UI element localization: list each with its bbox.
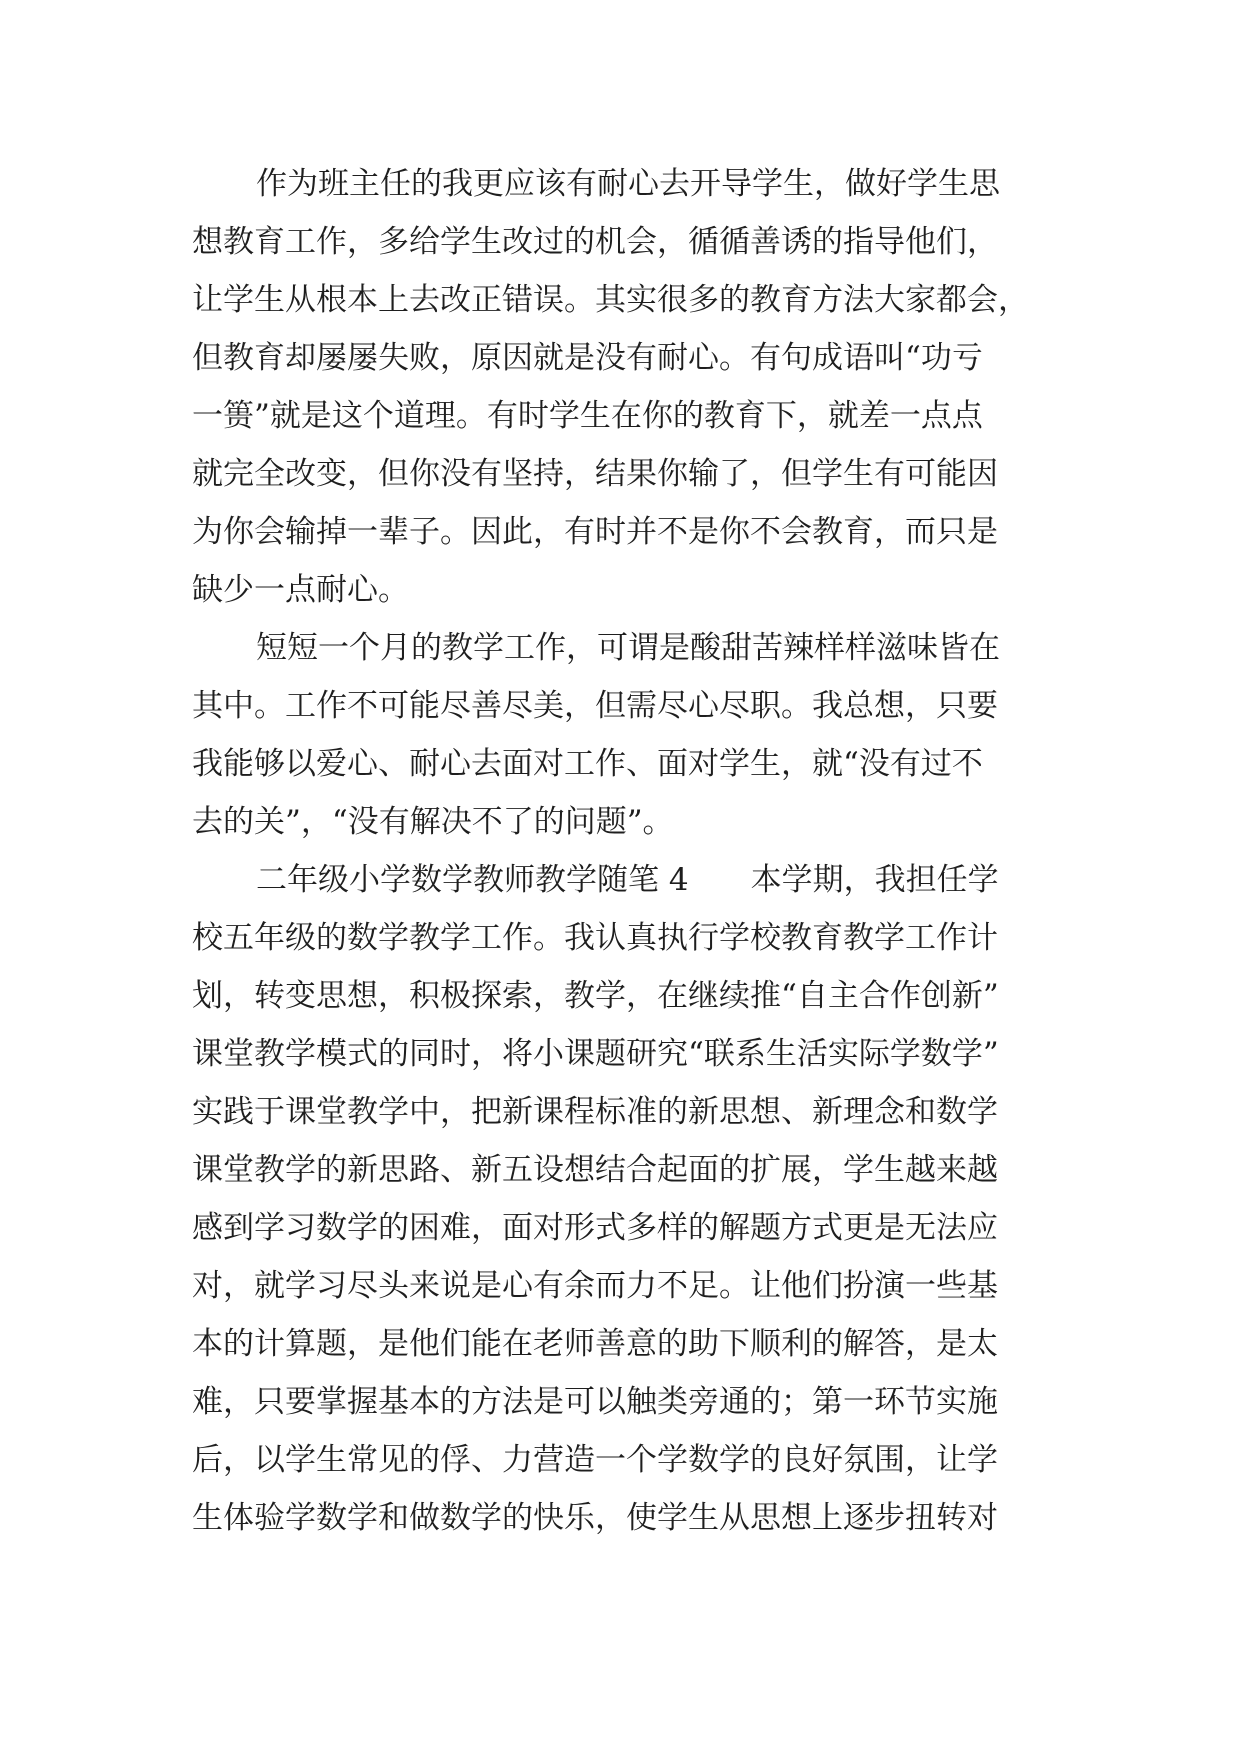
paragraph-2-line-1: 短短一个月的教学工作，可谓是酸甜苦辣样样滋味皆在 [256, 630, 1000, 666]
paragraph-3-line-3: 划，转变思想，积极探索，教学，在继续推“自主合作创新” [192, 978, 999, 1014]
paragraph-3-line-11: 后，以学生常见的俘、力营造一个学数学的良好氛围，让学 [192, 1442, 998, 1478]
paragraph-1-line-1: 作为班主任的我更应该有耐心去开导学生，做好学生思 [256, 166, 1000, 202]
paragraph-3-line-6: 课堂教学的新思路、新五设想结合起面的扩展，学生越来越 [192, 1152, 998, 1188]
paragraph-3-line-1: 二年级小学数学教师教学随笔 4 本学期，我担任学 [256, 862, 999, 898]
paragraph-3-line-8: 对，就学习尽头来说是心有余而力不足。让他们扮演一些基 [192, 1268, 998, 1304]
paragraph-1-line-7: 为你会输掉一辈子。因此，有时并不是你不会教育，而只是 [192, 514, 998, 550]
paragraph-3-line-9: 本的计算题，是他们能在老师善意的助下顺利的解答，是太 [192, 1326, 998, 1362]
paragraph-2-line-4: 去的关”，“没有解决不了的问题”。 [192, 804, 674, 840]
paragraph-3-line-12: 生体验学数学和做数学的快乐，使学生从思想上逐步扭转对 [192, 1500, 998, 1536]
paragraph-2-line-3: 我能够以爱心、耐心去面对工作、面对学生，就“没有过不 [192, 746, 983, 782]
paragraph-3-line-2: 校五年级的数学教学工作。我认真执行学校教育教学工作计 [192, 920, 998, 956]
paragraph-3-line-4: 课堂教学模式的同时，将小课题研究“联系生活实际学数学” [192, 1036, 999, 1072]
paragraph-1-line-3: 让学生从根本上去改正错误。其实很多的教育方法大家都会， [192, 282, 1029, 318]
paragraph-1-line-8: 缺少一点耐心。 [192, 572, 409, 608]
paragraph-1-line-6: 就完全改变，但你没有坚持，结果你输了，但学生有可能因 [192, 456, 998, 492]
paragraph-3-line-5: 实践于课堂教学中，把新课程标准的新思想、新理念和数学 [192, 1094, 998, 1130]
paragraph-1-line-4: 但教育却屡屡失败，原因就是没有耐心。有句成语叫“功亏 [192, 340, 983, 376]
paragraph-1-line-5: 一篑”就是这个道理。有时学生在你的教育下，就差一点点 [192, 398, 983, 434]
paragraph-2-line-2: 其中。工作不可能尽善尽美，但需尽心尽职。我总想，只要 [192, 688, 998, 724]
paragraph-3-line-10: 难，只要掌握基本的方法是可以触类旁通的；第一环节实施 [192, 1384, 998, 1420]
paragraph-1-line-2: 想教育工作，多给学生改过的机会，循循善诱的指导他们， [192, 224, 998, 260]
paragraph-3-line-7: 感到学习数学的困难，面对形式多样的解题方式更是无法应 [192, 1210, 998, 1246]
